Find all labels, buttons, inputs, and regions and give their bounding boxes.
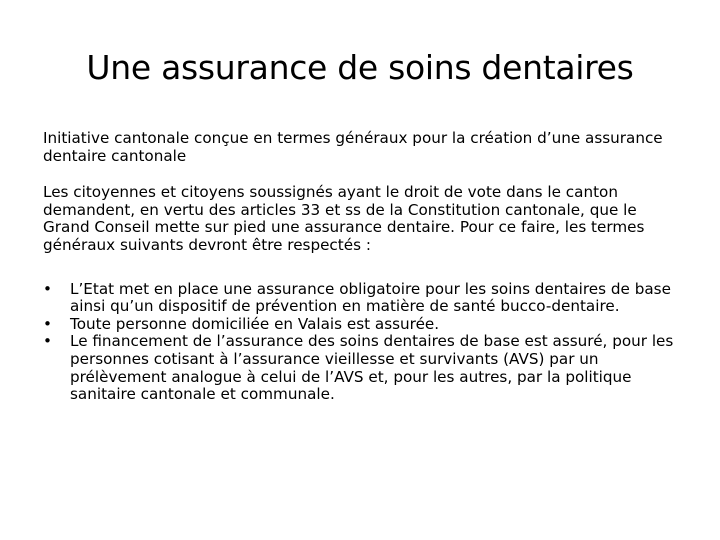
slide-body [43, 130, 683, 404]
petition-paragraph: Les citoyennes et citoyens soussignés ayant le droit de vote dans le canton demandent, en vertu des articles 33 et ss de la Constitution cantonale, que le Grand Conseil mette sur pied une assurance dentaire. Pour ce faire, les termes généraux suivants devront être respectés : [43, 183, 645, 254]
bullet-icon: • [43, 279, 52, 298]
bullet-item [43, 281, 683, 316]
bullet-text: Toute personne domiciliée en Valais est assurée. [70, 314, 440, 333]
intro-paragraph: Initiative cantonale conçue en termes généraux pour la création d’une assurance dentaire cantonale [43, 129, 663, 165]
bullet-item [43, 316, 683, 334]
bullet-list [43, 281, 683, 404]
bullet-text: L’Etat met en place une assurance obligatoire pour les soins dentaires de base ainsi qu’un dispositif de prévention en matière de santé bucco-dentaire. [70, 279, 671, 316]
bullet-text: Le financement de l’assurance des soins dentaires de base est assuré, pour les personnes cotisant à l’assurance vieillesse et survivants (AVS) par un prélèvement analogue à celui de l’AVS et, pour les autres, par la politique sanitaire cantonale et communale. [70, 332, 674, 404]
bullet-icon: • [43, 314, 52, 333]
slide-title: Une assurance de soins dentaires [86, 48, 634, 87]
bullet-icon: • [43, 332, 52, 351]
bullet-item [43, 333, 683, 403]
